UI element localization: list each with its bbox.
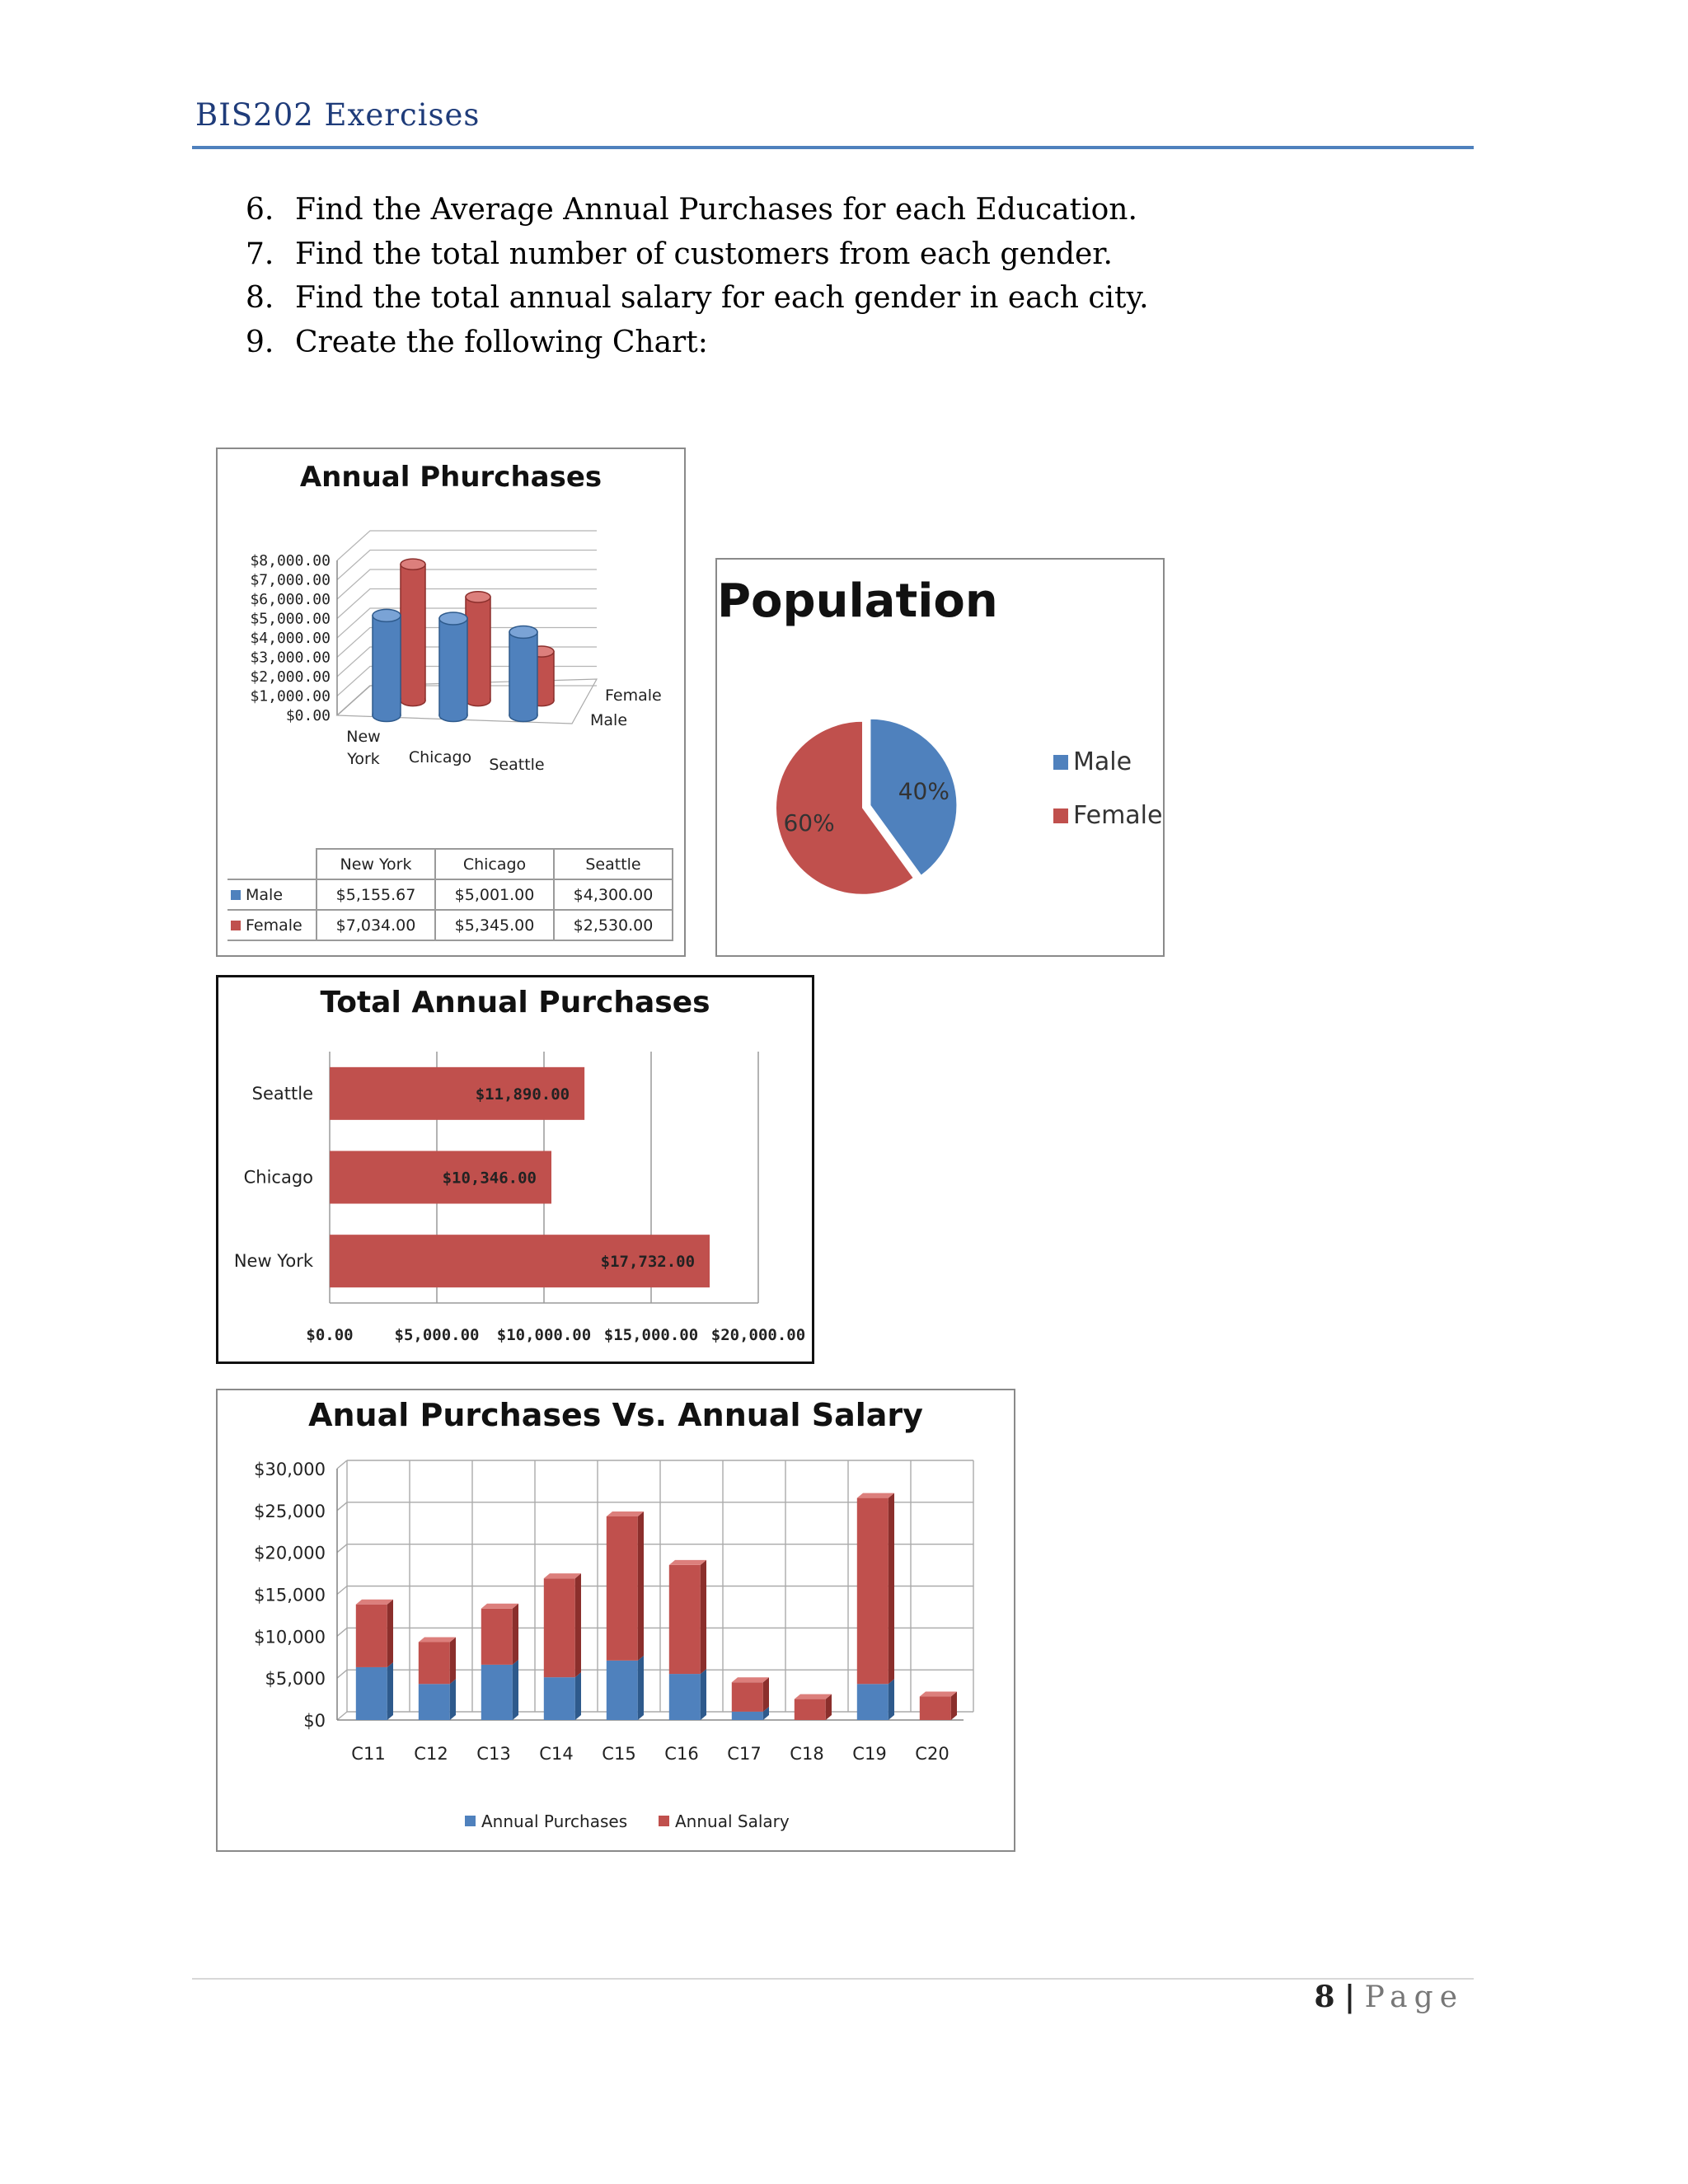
population-chart [715,558,1165,957]
x-category-label: C20 [915,1744,950,1764]
salary-bar [732,1682,763,1712]
y-tick-label: $5,000.00 [250,610,331,628]
gridline [337,1628,347,1636]
task-number: 7. [246,237,274,271]
salary-bar [669,1565,701,1674]
purchases-vs-salary-plot [218,1390,1014,1850]
population-plot [717,560,1163,955]
salary-bar-side [951,1692,957,1720]
salary-bar-top [356,1600,393,1605]
table-header-cell: Chicago [435,849,554,879]
page-word: Page [1364,1980,1464,2014]
x-tick-label: $20,000.00 [710,1326,806,1344]
legend-label: Male [1073,748,1132,776]
gridline [337,551,597,580]
salary-bar-side [575,1573,581,1677]
x-tick-label: $0.00 [306,1326,354,1344]
pie-data-label: 40% [898,777,950,805]
chart-data-table [227,848,673,941]
x-category-label: C16 [664,1744,699,1764]
female-bar [466,592,490,706]
male-legend-key [231,890,241,900]
y-tick-label: $25,000 [254,1501,326,1521]
gridline [337,1502,347,1511]
y-tick-label: $5,000 [265,1669,326,1690]
x-tick-label: $5,000.00 [394,1326,480,1344]
purchases-bar-side [638,1656,644,1720]
gridline [337,1670,347,1678]
purchases-bar-side [575,1672,581,1720]
purchases-bar [544,1677,575,1720]
task-item [246,232,1149,277]
male-bar [373,609,401,721]
total-annual-purchases-chart [216,975,814,1364]
salary-bar-side [638,1511,644,1661]
bar-data-label: $10,346.00 [442,1169,537,1188]
table-corner [227,849,316,879]
salary-bar-top [857,1493,894,1498]
purchases-bar-side [513,1660,518,1720]
bar-data-label: $11,890.00 [475,1085,570,1104]
legend-key [659,1816,669,1826]
y-tick-label: $3,000.00 [250,649,331,667]
salary-bar [544,1578,575,1677]
table-row-header [227,879,316,910]
purchases-bar-side [387,1662,393,1720]
x-category-label: C19 [852,1744,887,1764]
salary-bar-top [419,1637,456,1642]
salary-bar-side [450,1637,456,1684]
annual-phurchases-chart [216,448,686,957]
legend-key [1053,755,1068,770]
x-category-label: York [347,750,380,768]
salary-bar-top [795,1694,832,1699]
footer-rule [192,1978,1474,1980]
x-category-label: C13 [476,1744,511,1764]
depth-label: Female [605,687,662,705]
footer-separator: | [1344,1980,1356,2014]
table-cell: $7,034.00 [316,910,435,940]
table-row-header [227,910,316,940]
salary-bar-side [763,1677,769,1712]
legend-label: Female [1073,801,1163,830]
y-tick-label: $0.00 [285,707,331,724]
purchases-bar [356,1667,387,1720]
x-category-label: C11 [351,1744,386,1764]
total-annual-purchases-plot [218,977,812,1361]
table-header-cell: Seattle [554,849,673,879]
page-footer [1315,1980,1465,2014]
purchases-bar-side [450,1679,456,1720]
y-tick-label: $8,000.00 [250,552,331,569]
salary-bar-top [481,1604,518,1609]
y-tick-label: $20,000 [254,1543,326,1563]
task-text: Find the total number of customers from each gender. [295,237,1114,271]
legend-label: Male [246,885,284,904]
purchases-bar [669,1674,701,1720]
y-tick-label: $30,000 [254,1460,326,1479]
salary-bar-top [607,1511,644,1516]
purchases-bar-side [889,1679,894,1720]
task-item [246,321,1149,365]
male-bar [509,626,537,721]
salary-bar-side [889,1493,894,1685]
gridline [337,1544,347,1553]
x-category-label: C14 [539,1744,574,1764]
task-number: 6. [246,193,274,227]
task-text: Find the total annual salary for each gender in each city. [295,281,1149,315]
chart-title: Population [717,574,998,628]
purchases-bar [857,1684,889,1720]
salary-bar-side [513,1604,518,1665]
x-category-label: C18 [790,1744,824,1764]
x-category-label: C17 [727,1744,762,1764]
task-item [246,276,1149,321]
y-tick-label: $2,000.00 [250,668,331,686]
x-category-label: New [346,728,381,746]
purchases-bar [481,1665,513,1720]
y-tick-label: $7,000.00 [250,571,331,589]
legend-label: Annual Salary [675,1811,790,1831]
salary-bar [356,1605,387,1667]
salary-bar-side [387,1600,393,1667]
gridline [337,1712,347,1720]
chart-title: Total Annual Purchases [320,986,710,1019]
salary-bar [857,1498,889,1685]
task-number: 9. [246,325,274,359]
gridline [337,1460,347,1469]
salary-bar [607,1516,638,1661]
table-cell: $5,001.00 [435,879,554,910]
legend-label: Annual Purchases [481,1811,628,1831]
salary-bar-top [544,1573,581,1578]
purchases-bar [607,1661,638,1720]
purchases-vs-salary-chart [216,1389,1015,1852]
salary-bar [481,1609,513,1665]
y-tick-label: $1,000.00 [250,687,331,705]
pie-data-label: 60% [783,809,835,837]
y-tick-label: $6,000.00 [250,591,331,608]
salary-bar [920,1697,951,1720]
table-header-cell: New York [316,849,435,879]
male-bar [439,612,467,721]
x-category-label: Seattle [489,756,545,774]
purchases-bar [419,1684,450,1720]
x-tick-label: $15,000.00 [603,1326,699,1344]
legend-key [1053,808,1068,823]
task-text: Create the following Chart: [295,325,708,359]
legend-key [465,1816,476,1826]
document-header-title: BIS202 Exercises [195,97,481,133]
y-category-label: Seattle [251,1083,313,1104]
table-cell: $4,300.00 [554,879,673,910]
salary-bar-top [920,1692,957,1697]
table-cell: $5,155.67 [316,879,435,910]
table-cell: $5,345.00 [435,910,554,940]
gridline [337,531,597,560]
bar-data-label: $17,732.00 [600,1253,696,1272]
depth-label: Male [590,711,628,729]
purchases-bar [732,1712,763,1720]
x-category-label: Chicago [408,748,472,766]
task-list [246,188,1149,364]
salary-bar [419,1642,450,1684]
chart-title: Anual Purchases Vs. Annual Salary [308,1397,923,1433]
female-bar [401,559,425,705]
salary-bar [795,1699,826,1720]
y-category-label: New York [233,1251,313,1272]
task-text: Find the Average Annual Purchases for each Education. [295,193,1137,227]
table-cell: $2,530.00 [554,910,673,940]
y-tick-label: $10,000 [254,1627,326,1647]
chart-title: Annual Phurchases [299,461,603,494]
y-tick-label: $15,000 [254,1585,326,1605]
purchases-bar-side [701,1669,706,1720]
salary-bar-top [669,1560,706,1565]
task-number: 8. [246,281,274,315]
page-number: 8 [1314,1980,1335,2014]
salary-bar-side [701,1560,706,1674]
y-tick-label: $0 [303,1711,326,1731]
legend-label: Female [246,916,302,935]
task-item [246,188,1149,232]
header-rule [192,146,1474,149]
x-tick-label: $10,000.00 [496,1326,592,1344]
female-legend-key [231,921,241,930]
y-category-label: Chicago [243,1167,313,1188]
salary-bar-top [732,1677,769,1682]
x-category-label: C15 [602,1744,636,1764]
x-category-label: C12 [414,1744,448,1764]
gridline [337,1586,347,1595]
y-tick-label: $4,000.00 [250,630,331,647]
